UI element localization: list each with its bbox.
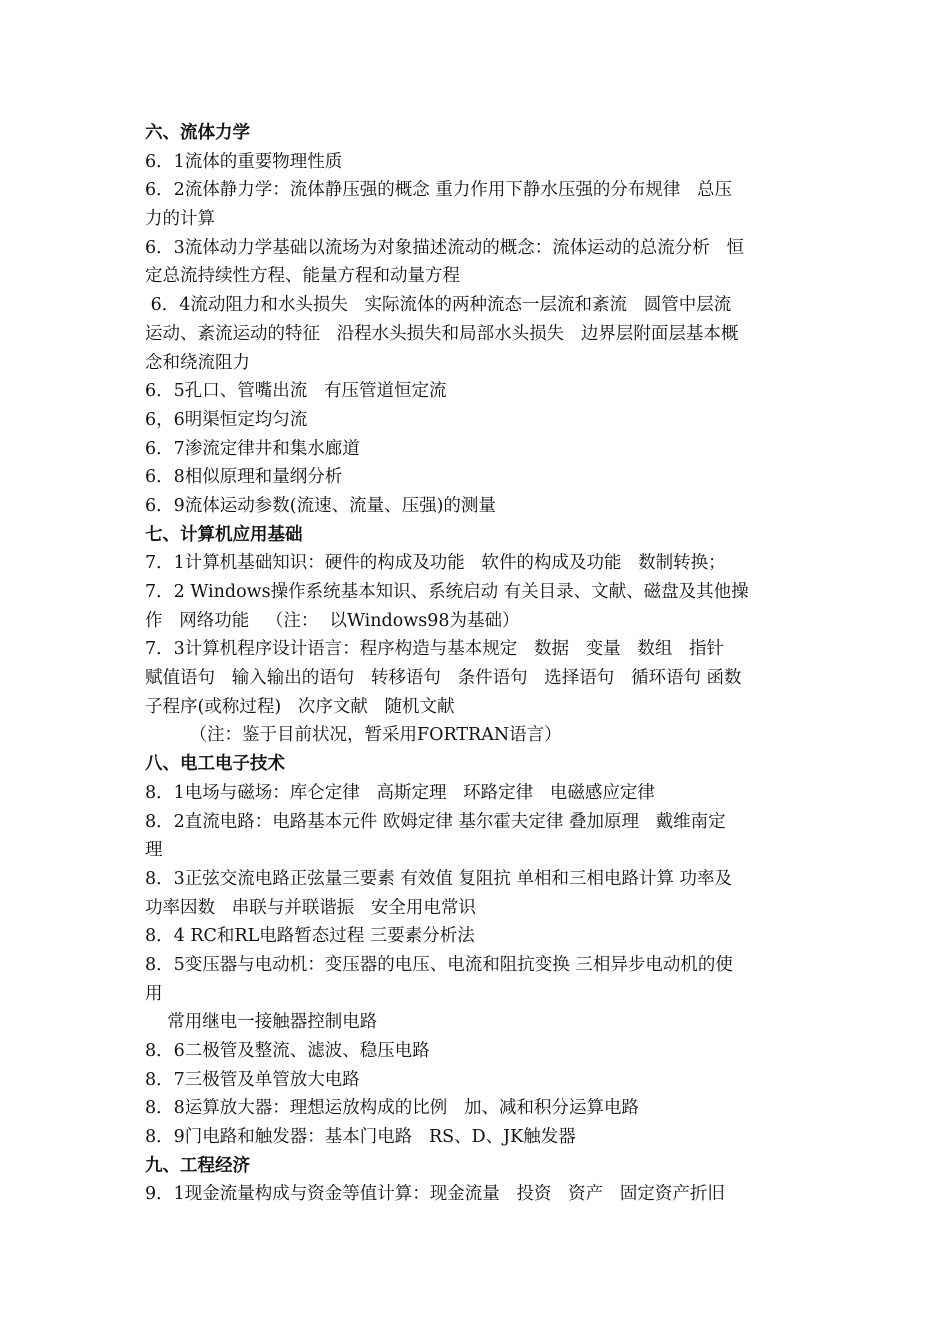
text-line: 8．4 RC和RL电路暂态过程 三要素分析法 <box>145 926 475 947</box>
text-line: 9．1现金流量构成与资金等值计算：现金流量 投资 资产 固定资产折旧 <box>145 1184 725 1205</box>
text-line: 6．5孔口、管嘴出流 有压管道恒定流 <box>145 381 447 402</box>
text-line: 8．8运算放大器：理想运放构成的比例 加、减和积分运算电路 <box>145 1098 639 1119</box>
text-line: 8．3正弦交流电路正弦量三要素 有效值 复阻抗 单相和三相电路计算 功率及 <box>145 868 733 889</box>
text-line: 8．9门电路和触发器：基本门电路 RS、D、JK触发器 <box>145 1127 576 1148</box>
text-line: 赋值语句 输入输出的语句 转移语句 条件语句 选择语句 循环语句 函数 <box>145 668 742 689</box>
text-line: 作 网络功能 （注： 以Windows98为基础） <box>145 610 520 631</box>
text-line: （注：鉴于目前状况，暂采用FORTRAN语言） <box>145 725 562 746</box>
text-line: 功率因数 串联与并联谐振 安全用电常识 <box>145 897 476 918</box>
text-line: 6．4流动阻力和水头损失 实际流体的两种流态一层流和紊流 圆管中层流 <box>145 295 732 316</box>
text-line: 常用继电一接触器控制电路 <box>145 1012 378 1033</box>
document-body <box>145 119 810 1209</box>
text-line: 8．6二极管及整流、滤波、稳压电路 <box>145 1041 430 1061</box>
text-line: 6．1流体的重要物理性质 <box>145 151 343 172</box>
text-line: 6．3流体动力学基础以流场为对象描述流动的概念：流体运动的总流分析 恒 <box>145 237 744 258</box>
text-line: 念和绕流阻力 <box>145 352 250 373</box>
text-line: 8．7三极管及单管放大电路 <box>145 1069 360 1090</box>
text-line: 8．1电场与磁场：库仑定律 高斯定理 环路定律 电磁感应定律 <box>145 782 655 803</box>
section-heading: 八、电工电子技术 <box>145 754 285 775</box>
section-heading: 六、流体力学 <box>145 123 250 143</box>
text-line: 8．5变压器与电动机：变压器的电压、电流和阻抗变换 三相异步电动机的使 <box>145 954 733 975</box>
text-line: 8．2直流电路：电路基本元件 欧姆定律 基尔霍夫定律 叠加原理 戴维南定 <box>145 811 726 832</box>
text-line: 定总流持续性方程、能量方程和动量方程 <box>145 266 460 287</box>
text-line: 7．1计算机基础知识：硬件的构成及功能 软件的构成及功能 数制转换； <box>145 553 726 574</box>
text-line: 6，6明渠恒定均匀流 <box>145 409 308 430</box>
text-line: 6．8相似原理和量纲分析 <box>145 467 343 488</box>
text-line: 7．3计算机程序设计语言：程序构造与基本规定 数据 变量 数组 指针 <box>145 639 725 660</box>
text-line: 力的计算 <box>145 209 215 230</box>
section-heading: 七、计算机应用基础 <box>145 524 303 545</box>
text-line: 理 <box>145 840 163 861</box>
section-heading: 九、工程经济 <box>145 1155 250 1176</box>
text-line: 7．2 Windows操作系统基本知识、系统启动 有关目录、文献、磁盘及其他操 <box>145 582 749 602</box>
text-line: 子程序(或称过程) 次序文献 随机文献 <box>145 696 455 717</box>
text-line: 6．9流体运动参数(流速、流量、压强)的测量 <box>145 495 496 516</box>
text-line: 6．7渗流定律井和集水廊道 <box>145 438 360 459</box>
text-line: 运动、紊流运动的特征 沿程水头损失和局部水头损失 边界层附面层基本概 <box>145 323 739 344</box>
text-line: 用 <box>145 983 163 1004</box>
text-line: 6．2流体静力学：流体静压强的概念 重力作用下静水压强的分布规律 总压 <box>145 180 733 201</box>
